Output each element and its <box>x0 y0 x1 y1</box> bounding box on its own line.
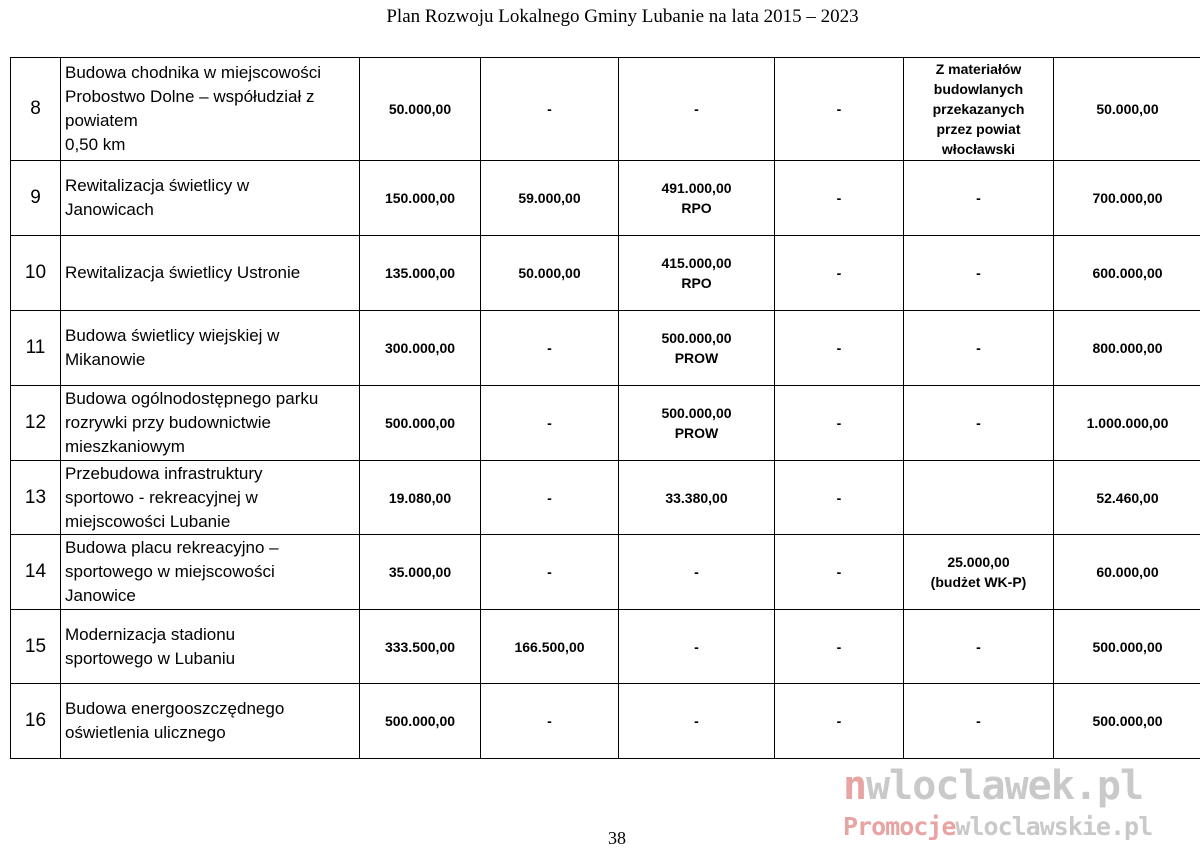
task-name <box>61 161 360 236</box>
amount-col-1: 150.000,00 <box>360 161 481 236</box>
amount-col-3 <box>619 461 775 535</box>
amount-col-2: - <box>481 58 619 161</box>
task-name-line: Budowa ogólnodostępnego parku <box>65 389 319 408</box>
amount-col-5 <box>904 386 1054 461</box>
row-number: 11 <box>11 311 61 386</box>
amount-col-1: 135.000,00 <box>360 236 481 311</box>
task-name <box>61 461 360 535</box>
amount-col-3 <box>619 58 775 161</box>
amount-line: (budżet WK-P) <box>930 574 1027 590</box>
amount-line: przekazanych <box>932 101 1025 117</box>
amount-col-5 <box>904 535 1054 610</box>
task-name <box>61 58 360 161</box>
amount-line: PROW <box>674 350 719 366</box>
row-number: 14 <box>11 535 61 610</box>
row-number: 9 <box>11 161 61 236</box>
watermark-red-word: Promocje <box>843 812 956 841</box>
amount-col-5 <box>904 161 1054 236</box>
total-amount: 600.000,00 <box>1054 236 1200 311</box>
amount-col-2: - <box>481 461 619 535</box>
task-name <box>61 311 360 386</box>
amount-line: 25.000,00 <box>947 554 1010 570</box>
total-amount: 50.000,00 <box>1054 58 1200 161</box>
amount-col-5 <box>904 236 1054 311</box>
row-number: 10 <box>11 236 61 311</box>
task-name-line: Przebudowa infrastruktury <box>65 463 263 483</box>
table-row <box>11 461 1200 535</box>
amount-col-2: 50.000,00 <box>481 236 619 311</box>
amount-line: - <box>976 190 981 206</box>
amount-line: przez powiat <box>936 121 1021 137</box>
task-name <box>61 236 360 311</box>
table-row <box>11 311 1200 386</box>
investment-table <box>10 57 1200 759</box>
task-name-line: sportowego w Lubaniu <box>65 648 236 668</box>
amount-line: budowlanych <box>933 81 1024 97</box>
task-name-line: oświetlenia ulicznego <box>65 723 226 742</box>
amount-line: - <box>694 564 699 580</box>
amount-col-4: - <box>775 535 904 610</box>
task-name-line: Janowice <box>65 586 136 605</box>
task-name-line: powiatem <box>65 111 138 130</box>
row-number: 8 <box>11 58 61 161</box>
task-name-line: sportowo - rekreacyjnej w <box>65 487 258 507</box>
total-amount: 500.000,00 <box>1054 684 1200 759</box>
amount-col-2: - <box>481 684 619 759</box>
amount-line: - <box>976 340 981 356</box>
amount-col-4: - <box>775 161 904 236</box>
amount-col-2: - <box>481 535 619 610</box>
amount-line: RPO <box>681 200 712 216</box>
task-name-line: Budowa świetlicy wiejskiej w <box>65 326 280 345</box>
total-amount: 52.460,00 <box>1054 461 1200 535</box>
amount-line: Z materiałów <box>935 61 1022 77</box>
amount-col-1: 500.000,00 <box>360 684 481 759</box>
task-name-line: Budowa chodnika w miejscowości <box>65 63 322 82</box>
table-row <box>11 161 1200 236</box>
amount-col-4: - <box>775 610 904 684</box>
amount-line: - <box>976 265 981 281</box>
task-name-line: Rewitalizacja świetlicy Ustronie <box>65 263 301 282</box>
amount-line: - <box>976 713 981 729</box>
amount-col-4: - <box>775 58 904 161</box>
amount-col-2: - <box>481 311 619 386</box>
task-name-line: miejscowości Lubanie <box>65 511 231 531</box>
amount-col-3 <box>619 311 775 386</box>
table-row <box>11 684 1200 759</box>
amount-line: PROW <box>674 425 719 441</box>
task-name-line: Budowa placu rekreacyjno – <box>65 538 279 557</box>
amount-col-4: - <box>775 311 904 386</box>
total-amount: 60.000,00 <box>1054 535 1200 610</box>
amount-col-3 <box>619 535 775 610</box>
amount-line: - <box>976 415 981 431</box>
page-number: 38 <box>608 828 626 848</box>
amount-line: RPO <box>681 275 712 291</box>
row-number: 13 <box>11 461 61 535</box>
task-name-line: Probostwo Dolne – współudział z <box>65 87 315 106</box>
amount-col-2: 166.500,00 <box>481 610 619 684</box>
amount-col-5 <box>904 684 1054 759</box>
row-number: 12 <box>11 386 61 461</box>
amount-col-5 <box>904 610 1054 684</box>
task-name-line: sportowego w miejscowości <box>65 562 275 581</box>
page-header: Plan Rozwoju Lokalnego Gminy Lubanie na lata 2015 – 2023 <box>386 6 859 27</box>
amount-line: 33.380,00 <box>665 489 728 506</box>
table-row <box>11 535 1200 610</box>
amount-col-3 <box>619 386 775 461</box>
amount-col-1: 300.000,00 <box>360 311 481 386</box>
amount-line: - <box>694 713 699 729</box>
watermark-subtitle <box>843 812 1152 841</box>
task-name-line: Modernizacja stadionu <box>65 624 236 644</box>
amount-line: włocławski <box>941 141 1016 157</box>
task-name-line: rozrywki przy budownictwie <box>65 413 271 432</box>
amount-col-1: 500.000,00 <box>360 386 481 461</box>
table-row <box>11 58 1200 161</box>
table-row <box>11 386 1200 461</box>
amount-col-2: 59.000,00 <box>481 161 619 236</box>
amount-col-3 <box>619 684 775 759</box>
row-number: 15 <box>11 610 61 684</box>
task-name <box>61 386 360 461</box>
total-amount: 500.000,00 <box>1054 610 1200 684</box>
amount-col-5 <box>904 58 1054 161</box>
task-name-line: mieszkaniowym <box>65 437 185 456</box>
task-name-line: Budowa energooszczędnego <box>65 699 285 718</box>
total-amount: 1.000.000,00 <box>1054 386 1200 461</box>
amount-col-3 <box>619 236 775 311</box>
watermark-subdomain: wloclawskie.pl <box>955 812 1153 841</box>
amount-line: - <box>694 638 699 655</box>
total-amount: 800.000,00 <box>1054 311 1200 386</box>
watermark-domain: wloclawek.pl <box>866 763 1144 809</box>
amount-line: - <box>694 101 699 117</box>
amount-col-5 <box>904 461 1054 535</box>
amount-line: 500.000,00 <box>661 405 732 421</box>
watermark-logo <box>843 763 1143 809</box>
amount-col-4: - <box>775 236 904 311</box>
amount-col-1: 333.500,00 <box>360 610 481 684</box>
task-name-line: Rewitalizacja świetlicy w <box>65 176 250 195</box>
amount-col-1: 50.000,00 <box>360 58 481 161</box>
task-name-line: Janowicach <box>65 200 154 219</box>
amount-col-3 <box>619 161 775 236</box>
task-name-line: Mikanowie <box>65 350 146 369</box>
row-number: 16 <box>11 684 61 759</box>
amount-line: - <box>976 638 981 655</box>
amount-col-3 <box>619 610 775 684</box>
amount-col-1: 19.080,00 <box>360 461 481 535</box>
amount-line: 415.000,00 <box>661 255 732 271</box>
total-amount: 700.000,00 <box>1054 161 1200 236</box>
table-row <box>11 610 1200 684</box>
task-name <box>61 684 360 759</box>
watermark-red-letter: n <box>843 763 867 809</box>
amount-line: 491.000,00 <box>661 180 732 196</box>
amount-col-4: - <box>775 684 904 759</box>
amount-col-5 <box>904 311 1054 386</box>
amount-col-2: - <box>481 386 619 461</box>
amount-col-4: - <box>775 386 904 461</box>
amount-col-4: - <box>775 461 904 535</box>
amount-col-1: 35.000,00 <box>360 535 481 610</box>
task-name <box>61 610 360 684</box>
amount-line: 500.000,00 <box>661 330 732 346</box>
task-name-line: 0,50 km <box>65 135 126 154</box>
task-name <box>61 535 360 610</box>
table-row <box>11 236 1200 311</box>
